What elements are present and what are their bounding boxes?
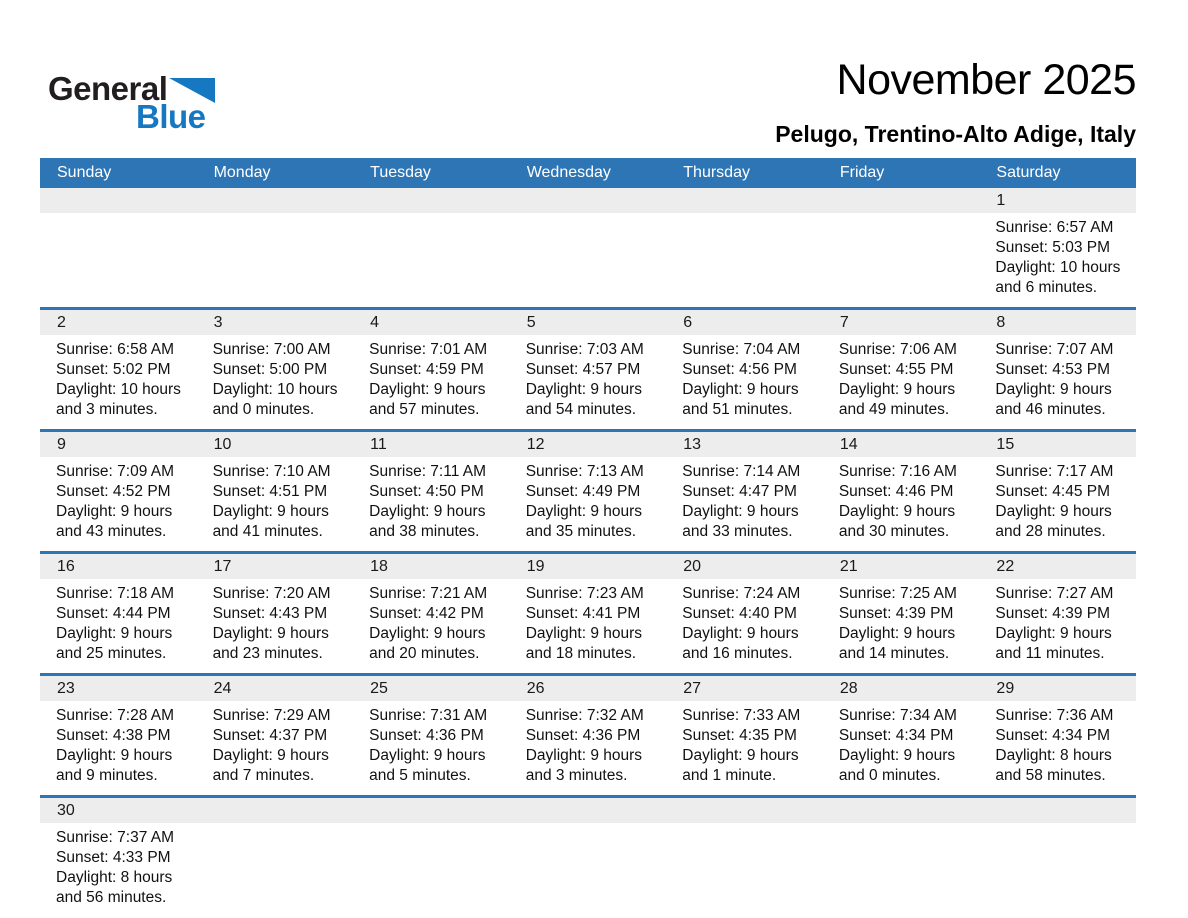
day-number: 15 — [996, 435, 1015, 453]
day-cell — [510, 340, 667, 420]
day-detail-line: Sunset: 4:57 PM — [525, 361, 641, 378]
day-number: 13 — [683, 435, 702, 453]
day-cell — [353, 584, 510, 664]
day-detail-line: Sunrise: 7:11 AM — [369, 463, 487, 480]
day-detail-line: and 3 minutes. — [56, 401, 158, 418]
weekday-tuesday: Tuesday — [370, 164, 431, 181]
day-number: 19 — [526, 557, 545, 575]
day-cell — [979, 340, 1136, 420]
day-number: 25 — [370, 679, 388, 697]
general-blue-logo — [48, 72, 215, 133]
day-detail-line: Sunrise: 7:00 AM — [212, 341, 331, 358]
day-number: 14 — [839, 435, 858, 453]
weekday-saturday: Saturday — [996, 164, 1061, 181]
day-number: 21 — [839, 557, 858, 575]
page-title: November 2025 — [836, 56, 1136, 104]
day-detail-line: and 51 minutes. — [682, 401, 793, 418]
day-cell — [197, 584, 354, 664]
day-detail-line: Sunrise: 7:04 AM — [682, 341, 801, 358]
week-row — [40, 795, 1136, 917]
page-subtitle: Pelugo, Trentino-Alto Adige, Italy — [775, 121, 1136, 147]
day-detail-line: Sunset: 4:53 PM — [995, 361, 1111, 378]
day-detail-line: and 54 minutes. — [525, 401, 636, 418]
day-detail-line: Daylight: 9 hours — [682, 381, 799, 398]
day-detail-line: and 56 minutes. — [56, 889, 167, 906]
day-detail-line: and 16 minutes. — [682, 645, 793, 662]
day-number-band — [40, 432, 1136, 457]
day-detail-line: Sunrise: 7:20 AM — [212, 585, 331, 602]
day-cell — [823, 218, 980, 298]
day-detail-line: Daylight: 9 hours — [525, 503, 643, 520]
day-detail-line: Sunrise: 7:21 AM — [369, 585, 488, 602]
day-detail-line: Sunrise: 7:16 AM — [838, 463, 957, 480]
day-detail-line: Sunset: 4:52 PM — [56, 483, 171, 500]
weekday-sunday: Sunday — [57, 164, 112, 181]
day-detail-line: Sunset: 4:38 PM — [56, 727, 171, 744]
day-detail-line: Sunset: 5:00 PM — [212, 361, 328, 378]
day-detail-line: Daylight: 9 hours — [369, 503, 486, 520]
day-detail-line: Sunrise: 7:01 AM — [369, 341, 488, 358]
day-detail-line: Daylight: 10 hours — [56, 381, 181, 398]
day-detail-line: Daylight: 9 hours — [838, 503, 956, 520]
day-cell — [197, 462, 354, 542]
day-detail-line: and 11 minutes. — [995, 645, 1105, 662]
day-cell — [823, 584, 980, 664]
day-number: 30 — [57, 801, 75, 819]
day-number: 23 — [57, 679, 75, 697]
day-number: 12 — [526, 435, 545, 453]
day-detail-line: Daylight: 10 hours — [995, 259, 1121, 276]
day-detail-line: Sunrise: 7:23 AM — [525, 585, 644, 602]
day-detail-line: Sunrise: 7:14 AM — [682, 463, 801, 480]
day-detail-line: Daylight: 9 hours — [212, 503, 329, 520]
day-detail-line: and 20 minutes. — [369, 645, 480, 662]
day-cell — [666, 828, 823, 908]
day-detail-line: Sunset: 4:45 PM — [995, 483, 1111, 500]
day-detail-line: and 1 minute. — [682, 767, 777, 784]
day-number: 29 — [996, 679, 1015, 697]
day-number: 16 — [57, 557, 75, 575]
day-detail-line: Sunset: 4:41 PM — [525, 605, 641, 622]
day-cell — [197, 340, 354, 420]
day-detail-line: Sunset: 4:56 PM — [682, 361, 797, 378]
day-detail-line: Sunset: 4:39 PM — [995, 605, 1111, 622]
day-cell — [666, 584, 823, 664]
day-detail-line: Daylight: 9 hours — [838, 381, 956, 398]
day-cell — [353, 462, 510, 542]
day-number: 2 — [57, 313, 66, 331]
week-row — [40, 429, 1136, 551]
day-detail-line: Daylight: 9 hours — [212, 747, 329, 764]
day-detail-line: Daylight: 9 hours — [212, 625, 329, 642]
day-detail-line: Sunset: 4:50 PM — [369, 483, 484, 500]
day-cell — [823, 828, 980, 908]
day-detail-line: Sunset: 4:47 PM — [682, 483, 797, 500]
day-detail-line: Sunrise: 7:33 AM — [682, 707, 801, 724]
day-detail-line: Sunset: 4:36 PM — [369, 727, 484, 744]
day-detail-line: Daylight: 9 hours — [369, 625, 486, 642]
day-detail-line: and 58 minutes. — [995, 767, 1106, 784]
page-header — [40, 0, 1136, 158]
day-detail-line: Sunset: 4:43 PM — [212, 605, 328, 622]
day-detail-line: Daylight: 8 hours — [56, 869, 173, 886]
day-detail-line: Sunset: 4:46 PM — [838, 483, 954, 500]
day-number: 5 — [526, 313, 536, 331]
day-detail-line: Sunset: 5:03 PM — [995, 239, 1111, 256]
day-detail-line: and 28 minutes. — [995, 523, 1106, 540]
day-detail-line: Daylight: 9 hours — [525, 747, 643, 764]
day-cell — [510, 584, 667, 664]
day-detail-line: Daylight: 9 hours — [56, 747, 173, 764]
day-cell — [510, 462, 667, 542]
day-cell — [197, 706, 354, 786]
week-details — [40, 823, 1136, 917]
day-detail-line: Sunrise: 6:57 AM — [995, 219, 1114, 236]
calendar — [40, 158, 1136, 917]
day-detail-line: and 57 minutes. — [369, 401, 480, 418]
day-number: 8 — [996, 313, 1006, 331]
day-detail-line: Daylight: 9 hours — [56, 625, 173, 642]
day-detail-line: Sunrise: 7:18 AM — [56, 585, 175, 602]
day-detail-line: Daylight: 9 hours — [995, 381, 1112, 398]
day-number: 1 — [996, 191, 1006, 209]
day-detail-line: Sunset: 4:49 PM — [525, 483, 641, 500]
day-detail-line: and 46 minutes. — [995, 401, 1106, 418]
day-detail-line: Sunrise: 7:32 AM — [525, 707, 644, 724]
day-cell — [510, 218, 667, 298]
day-number-band — [40, 676, 1136, 701]
day-number: 11 — [370, 435, 387, 453]
day-detail-line: Daylight: 9 hours — [682, 625, 799, 642]
day-cell — [823, 340, 980, 420]
day-cell — [353, 828, 510, 908]
day-number-band — [40, 310, 1136, 335]
week-details — [40, 213, 1136, 307]
day-detail-line: and 5 minutes. — [369, 767, 471, 784]
day-cell — [666, 462, 823, 542]
day-cell — [197, 828, 354, 908]
weekday-wednesday: Wednesday — [526, 164, 611, 181]
day-detail-line: and 6 minutes. — [995, 279, 1098, 296]
day-cell — [666, 218, 823, 298]
day-number: 17 — [213, 557, 232, 575]
day-detail-line: and 35 minutes. — [525, 523, 636, 540]
day-detail-line: and 30 minutes. — [838, 523, 950, 540]
day-detail-line: and 14 minutes. — [838, 645, 950, 662]
day-number: 26 — [526, 679, 545, 697]
day-detail-line: Sunset: 4:33 PM — [56, 849, 171, 866]
day-detail-line: Sunrise: 7:17 AM — [995, 463, 1114, 480]
logo-word-general: General — [48, 70, 168, 107]
day-cell — [40, 462, 197, 542]
week-row — [40, 188, 1136, 307]
day-detail-line: Daylight: 9 hours — [56, 503, 173, 520]
day-detail-line: Sunset: 4:42 PM — [369, 605, 484, 622]
day-number: 9 — [57, 435, 66, 453]
day-detail-line: Daylight: 8 hours — [995, 747, 1112, 764]
day-number: 28 — [839, 679, 858, 697]
day-detail-line: Sunrise: 7:09 AM — [56, 463, 175, 480]
day-number: 6 — [683, 313, 693, 331]
week-row — [40, 673, 1136, 795]
day-number: 20 — [683, 557, 702, 575]
day-detail-line: Sunset: 4:51 PM — [212, 483, 328, 500]
day-detail-line: Sunrise: 7:36 AM — [995, 707, 1114, 724]
day-detail-line: Sunset: 5:02 PM — [56, 361, 171, 378]
day-detail-line: Daylight: 9 hours — [525, 381, 643, 398]
weekday-thursday: Thursday — [683, 164, 750, 181]
day-detail-line: Sunset: 4:37 PM — [212, 727, 328, 744]
day-detail-line: and 41 minutes. — [212, 523, 323, 540]
day-cell — [40, 340, 197, 420]
day-cell — [353, 340, 510, 420]
day-number-band — [40, 798, 1136, 823]
day-detail-line: Sunrise: 7:06 AM — [838, 341, 957, 358]
day-detail-line: Daylight: 9 hours — [369, 381, 486, 398]
day-detail-line: and 7 minutes. — [212, 767, 315, 784]
day-detail-line: Sunrise: 7:24 AM — [682, 585, 801, 602]
day-detail-line: Daylight: 10 hours — [212, 381, 338, 398]
day-detail-line: and 18 minutes. — [525, 645, 636, 662]
day-cell — [353, 706, 510, 786]
day-detail-line: and 3 minutes. — [525, 767, 628, 784]
week-details — [40, 701, 1136, 795]
day-detail-line: and 0 minutes. — [212, 401, 315, 418]
day-detail-line: Sunset: 4:44 PM — [56, 605, 171, 622]
day-number: 3 — [213, 313, 223, 331]
day-detail-line: Sunset: 4:59 PM — [369, 361, 484, 378]
day-cell — [979, 706, 1136, 786]
day-detail-line: Sunrise: 7:10 AM — [212, 463, 331, 480]
day-cell — [40, 828, 197, 908]
weekday-friday: Friday — [839, 164, 885, 181]
day-detail-line: Sunrise: 7:31 AM — [369, 707, 488, 724]
day-number-band — [40, 188, 1136, 213]
logo-word-blue: Blue — [136, 98, 206, 135]
day-cell — [823, 706, 980, 786]
day-detail-line: and 38 minutes. — [369, 523, 480, 540]
week-details — [40, 335, 1136, 429]
day-detail-line: and 25 minutes. — [56, 645, 167, 662]
day-cell — [979, 218, 1136, 298]
week-details — [40, 579, 1136, 673]
day-detail-line: and 9 minutes. — [56, 767, 158, 784]
day-detail-line: and 0 minutes. — [838, 767, 941, 784]
day-detail-line: Daylight: 9 hours — [995, 503, 1112, 520]
day-detail-line: Sunset: 4:35 PM — [682, 727, 797, 744]
day-number: 27 — [683, 679, 702, 697]
day-cell — [666, 706, 823, 786]
day-cell — [979, 828, 1136, 908]
day-cell — [823, 462, 980, 542]
day-cell — [510, 706, 667, 786]
day-detail-line: and 23 minutes. — [212, 645, 323, 662]
day-cell — [353, 218, 510, 298]
day-detail-line: Sunrise: 7:27 AM — [995, 585, 1114, 602]
day-detail-line: Sunset: 4:34 PM — [995, 727, 1111, 744]
day-detail-line: Sunrise: 7:29 AM — [212, 707, 331, 724]
day-detail-line: Sunrise: 6:58 AM — [56, 341, 175, 358]
day-cell — [40, 706, 197, 786]
day-number: 7 — [839, 313, 849, 331]
day-detail-line: Daylight: 9 hours — [525, 625, 643, 642]
day-cell — [40, 218, 197, 298]
day-number: 4 — [370, 313, 380, 331]
day-number: 10 — [213, 435, 232, 453]
day-detail-line: Daylight: 9 hours — [995, 625, 1112, 642]
week-details — [40, 457, 1136, 551]
day-cell — [979, 462, 1136, 542]
day-detail-line: Sunrise: 7:28 AM — [56, 707, 175, 724]
day-detail-line: Sunrise: 7:25 AM — [838, 585, 957, 602]
day-cell — [40, 584, 197, 664]
day-detail-line: Sunrise: 7:07 AM — [995, 341, 1114, 358]
day-detail-line: Sunset: 4:36 PM — [525, 727, 641, 744]
day-cell — [666, 340, 823, 420]
week-row — [40, 551, 1136, 673]
day-number: 18 — [370, 557, 388, 575]
day-detail-line: Sunrise: 7:03 AM — [525, 341, 644, 358]
day-detail-line: Sunrise: 7:34 AM — [838, 707, 957, 724]
weekday-header — [40, 158, 1136, 188]
day-detail-line: Daylight: 9 hours — [682, 747, 799, 764]
day-detail-line: Daylight: 9 hours — [838, 625, 956, 642]
day-detail-line: and 49 minutes. — [838, 401, 950, 418]
day-detail-line: Sunset: 4:55 PM — [838, 361, 954, 378]
day-number: 22 — [996, 557, 1015, 575]
day-detail-line: Sunset: 4:40 PM — [682, 605, 797, 622]
day-number: 24 — [213, 679, 232, 697]
week-row — [40, 307, 1136, 429]
day-detail-line: Sunset: 4:39 PM — [838, 605, 954, 622]
day-detail-line: Daylight: 9 hours — [838, 747, 956, 764]
day-number-band — [40, 554, 1136, 579]
day-detail-line: Daylight: 9 hours — [369, 747, 486, 764]
day-detail-line: and 43 minutes. — [56, 523, 167, 540]
day-detail-line: Sunrise: 7:37 AM — [56, 829, 175, 846]
day-cell — [979, 584, 1136, 664]
day-detail-line: Daylight: 9 hours — [682, 503, 799, 520]
calendar-grid — [40, 188, 1136, 917]
weekday-monday: Monday — [213, 164, 271, 181]
day-detail-line: Sunset: 4:34 PM — [838, 727, 954, 744]
day-cell — [510, 828, 667, 908]
day-cell — [197, 218, 354, 298]
day-detail-line: Sunrise: 7:13 AM — [525, 463, 644, 480]
day-detail-line: and 33 minutes. — [682, 523, 793, 540]
